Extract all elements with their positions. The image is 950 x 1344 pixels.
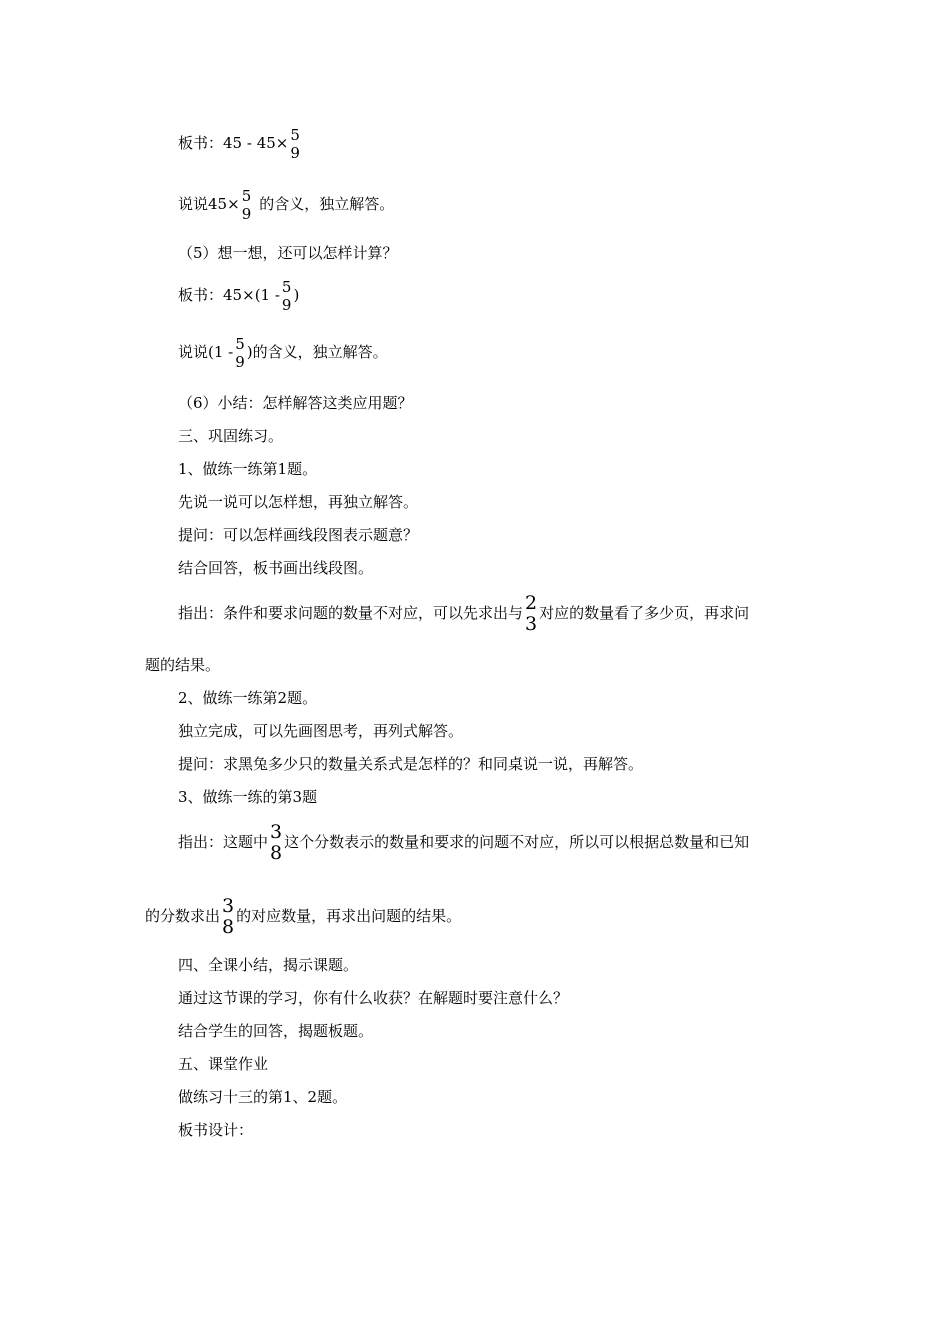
point-out-2-cont: 的分数求出 3 8 的对应数量，再求出问题的结果。 xyxy=(145,895,462,938)
fraction-5-9: 5 9 xyxy=(290,126,300,162)
section-4-heading: 四、全课小结，揭示课题。 xyxy=(178,956,359,974)
point-out-1-cont: 题的结果。 xyxy=(145,656,221,674)
answer-note-1: 结合回答，板书画出线段图。 xyxy=(178,559,374,577)
point-out-1: 指出：条件和要求问题的数量不对应，可以先求出与 2 3 对应的数量看了多少页，再求问 xyxy=(178,592,750,635)
exercise-1: 1、做练一练第1题。 xyxy=(178,460,318,478)
explain-line-1: 说说45× 5 9 的含义，独立解答。 xyxy=(178,187,395,223)
fraction-5-9: 5 9 xyxy=(241,187,252,223)
exercise-2-note: 独立完成，可以先画图思考，再列式解答。 xyxy=(178,722,464,740)
fraction-5-9: 5 9 xyxy=(235,335,245,371)
board-note-1: 板书：45 - 45× 5 9 xyxy=(178,126,300,162)
step-5: （5）想一想，还可以怎样计算？ xyxy=(178,244,398,262)
explain-line-2: 说说(1 - 5 9 )的含义，独立解答。 xyxy=(178,335,388,371)
step-6: （6）小结：怎样解答这类应用题？ xyxy=(178,394,413,412)
board-note-2: 板书：45×(1 - 5 9 ) xyxy=(178,278,300,314)
fraction-2-3: 2 3 xyxy=(525,592,538,635)
exercise-3: 3、做练一练的第3题 xyxy=(178,788,318,806)
fraction-3-8: 3 8 xyxy=(270,821,283,864)
summary-question: 通过这节课的学习，你有什么收获？在解题时要注意什么？ xyxy=(178,989,569,1007)
exercise-2: 2、做练一练第2题。 xyxy=(178,689,318,707)
point-out-2: 指出：这题中 3 8 这个分数表示的数量和要求的问题不对应，所以可以根据总数量和已知 xyxy=(178,821,750,864)
homework: 做练习十三的第1、2题。 xyxy=(178,1088,348,1106)
fraction-3-8: 3 8 xyxy=(222,895,235,938)
exercise-1-note: 先说一说可以怎样想，再独立解答。 xyxy=(178,493,419,511)
section-5-heading: 五、课堂作业 xyxy=(178,1055,269,1073)
fraction-5-9: 5 9 xyxy=(281,278,292,314)
question-2: 提问：求黑兔多少只的数量关系式是怎样的？和同桌说一说，再解答。 xyxy=(178,755,644,773)
section-3-heading: 三、巩固练习。 xyxy=(178,427,284,445)
summary-note: 结合学生的回答，揭题板题。 xyxy=(178,1022,374,1040)
question-1: 提问：可以怎样画线段图表示题意？ xyxy=(178,526,419,544)
board-design-label: 板书设计： xyxy=(178,1121,254,1139)
